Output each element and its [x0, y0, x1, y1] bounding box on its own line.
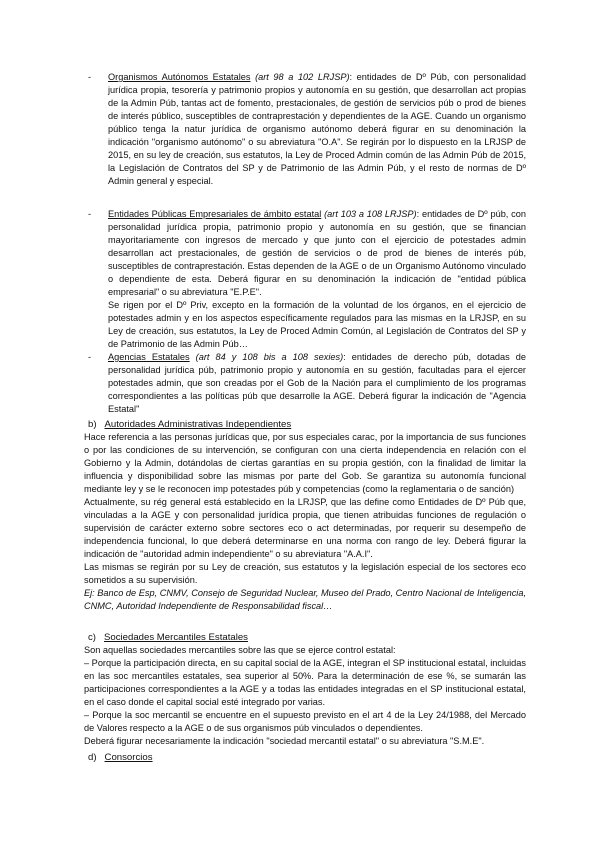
bullet-ref: (art 84 y 108 bis a 108 sexies) [195, 352, 344, 362]
bullet-marker: - [88, 352, 92, 362]
bullet-organismos-autonomos [108, 71, 526, 188]
section-b-body [84, 431, 526, 613]
bullet-agencias-estatales [108, 351, 526, 416]
bullet-body: : entidades de Dº Púb, con personalidad jurídica propia, tesorería y patrimonio propios y autonomía en su gestión, que desarrollan act propias de la Admin Púb, tantas act de fomento, prestacionales, de gestión de servicios púb o prod de bienes de interés público, susceptibles de contraprestación y dependientes de la AGE. Cuando un organismo público tenga la natur jurídica de organismo autónomo deberá figurar en su denominación la indicación "organismo autónomo" o su abreviatura "O.A". Se regirán por lo dispuesto en la LRJSP de 2015, en su ley de creación, sus estatutos, la Ley de Proced Admin común de las Admin Púb de 2015, la Legislación de Contratos del SP y de Patrimonio de las Admin Púb, y el resto de normas de Dº Admin general y especial. [108, 72, 526, 186]
bullet-title: Entidades Públicas Empresariales de ámbito estatal [108, 209, 322, 219]
section-title: Sociedades Mercantiles Estatales [104, 632, 248, 643]
bullet-entidades-publicas [108, 208, 526, 351]
bullet-marker: - [88, 209, 92, 219]
section-letter: c) [88, 632, 96, 643]
section-letter: b) [88, 419, 97, 430]
section-title: Consorcios [104, 752, 153, 763]
paragraph: Actualmente, su rég general está establecido en la LRJSP, que las define como Entidades de Dº Púb que, vinculadas a la AGE y con personalidad jurídica propia, que tienen atribuidas funciones de regulación o supervisión de carácter externo sobre sectores eco o act determinadas, por requerir su desempeño de independencia funcional, lo que deberá determinarse en una norma con rango de ley. Deberá figurar la indicación de "autoridad admin independiente" o su abreviatura "A.A.I". [84, 497, 526, 559]
section-d-heading [88, 751, 153, 764]
bullet-title: Organismos Autónomos Estatales [108, 72, 251, 82]
paragraph: – Porque la soc mercantil se encuentre en el supuesto previsto en el art 4 de la Ley 24/1988, del Mercado de Valores respecto a la AGE o de sus organismos púb vinculados o dependientes. [84, 710, 526, 733]
bullet-ref: (art 98 a 102 LRJSP) [255, 72, 350, 82]
paragraph: Deberá figurar necesariamente la indicación "sociedad mercantil estatal" o su abreviatura "S.M.E". [84, 736, 485, 746]
bullet-body-continued: Se rigen por el Dº Priv, excepto en la formación de la voluntad de los órganos, en el ejercicio de potestades admin y en los aspectos específicamente regulados para las mismas en la LRJSP, en su Ley de creación, sus estatutos, la Ley de Proced Admin Común, al Legislación de Contratos del SP y de Patrimonio de las Admin Púb… [108, 300, 526, 349]
section-c-body [84, 644, 526, 748]
bullet-ref: (art 103 a 108 LRJSP) [324, 209, 417, 219]
bullet-body: : entidades de derecho púb, dotadas de personalidad jurídica púb, patrimonio propio y autonomía en su gestión, facultadas para el ejercer potestades admin, que son creadas por el Gob de la Nación para el cumplimiento de los programas correspondientes a las políticas púb que desarrolle la AGE. Deberá figurar la indicación de "Agencia Estatal" [108, 352, 526, 414]
paragraph: Las mismas se regirán por su Ley de creación, sus estatutos y la legislación especial de los sectores eco sometidos a su supervisión. [84, 562, 526, 585]
paragraph: Son aquellas sociedades mercantiles sobre las que se ejerce control estatal: [84, 645, 396, 655]
section-letter: d) [88, 752, 97, 763]
section-c-heading [88, 631, 248, 644]
bullet-marker: - [88, 72, 92, 82]
paragraph: Hace referencia a las personas jurídicas que, por sus especiales carac, por la importancia de sus funciones o por las condiciones de su intervención, se configuran con una cierta independencia en relación con el Gobierno y la Admin, dotándolas de ciertas garantías en su propia gestión, con la finalidad de limitar la influencia y disponibilidad sobre las mismas por parte del Gob. Se garantiza su autonomía funcional mediante ley y se le reconocen imp potestades púb y competencias (como la reglamentaria o de sanción) [84, 432, 526, 494]
bullet-body: : entidades de Dº púb, con personalidad jurídica propia, patrimonio propio y autonomía en su gestión, que se financian mayoritariamente con ingresos de mercado y que junto con el ejercicio de potestades admin desarrollan act prestacionales, de gestión de servicios o de prod de bienes de interés púb, susceptibles de contraprestación. Estas dependen de la AGE o de un Organismo Autónomo vinculado o dependiente de esta. Deberá figurar en su denominación la indicación de "entidad pública empresarial" o su abreviatura "E.P.E". [108, 209, 526, 297]
examples-paragraph: Ej: Banco de Esp, CNMV, Consejo de Seguridad Nuclear, Museo del Prado, Centro Nacional de Inteligencia, CNMC, Autoridad Independiente de Responsabilidad fiscal… [84, 588, 526, 611]
section-title: Autoridades Administrativas Independientes [104, 419, 292, 430]
bullet-title: Agencias Estatales [108, 352, 190, 362]
section-b-heading [88, 418, 291, 431]
paragraph: – Porque la participación directa, en su capital social de la AGE, integran el SP institucional estatal, incluidas en las soc mercantiles estatales, sea superior al 50%. Para la determinación de ese %, se sumarán las participaciones correspondientes a la AGE y a todas las entidades integradas en el SP institucional estatal, en el caso donde el capital social esté integrado por varias. [84, 658, 526, 707]
